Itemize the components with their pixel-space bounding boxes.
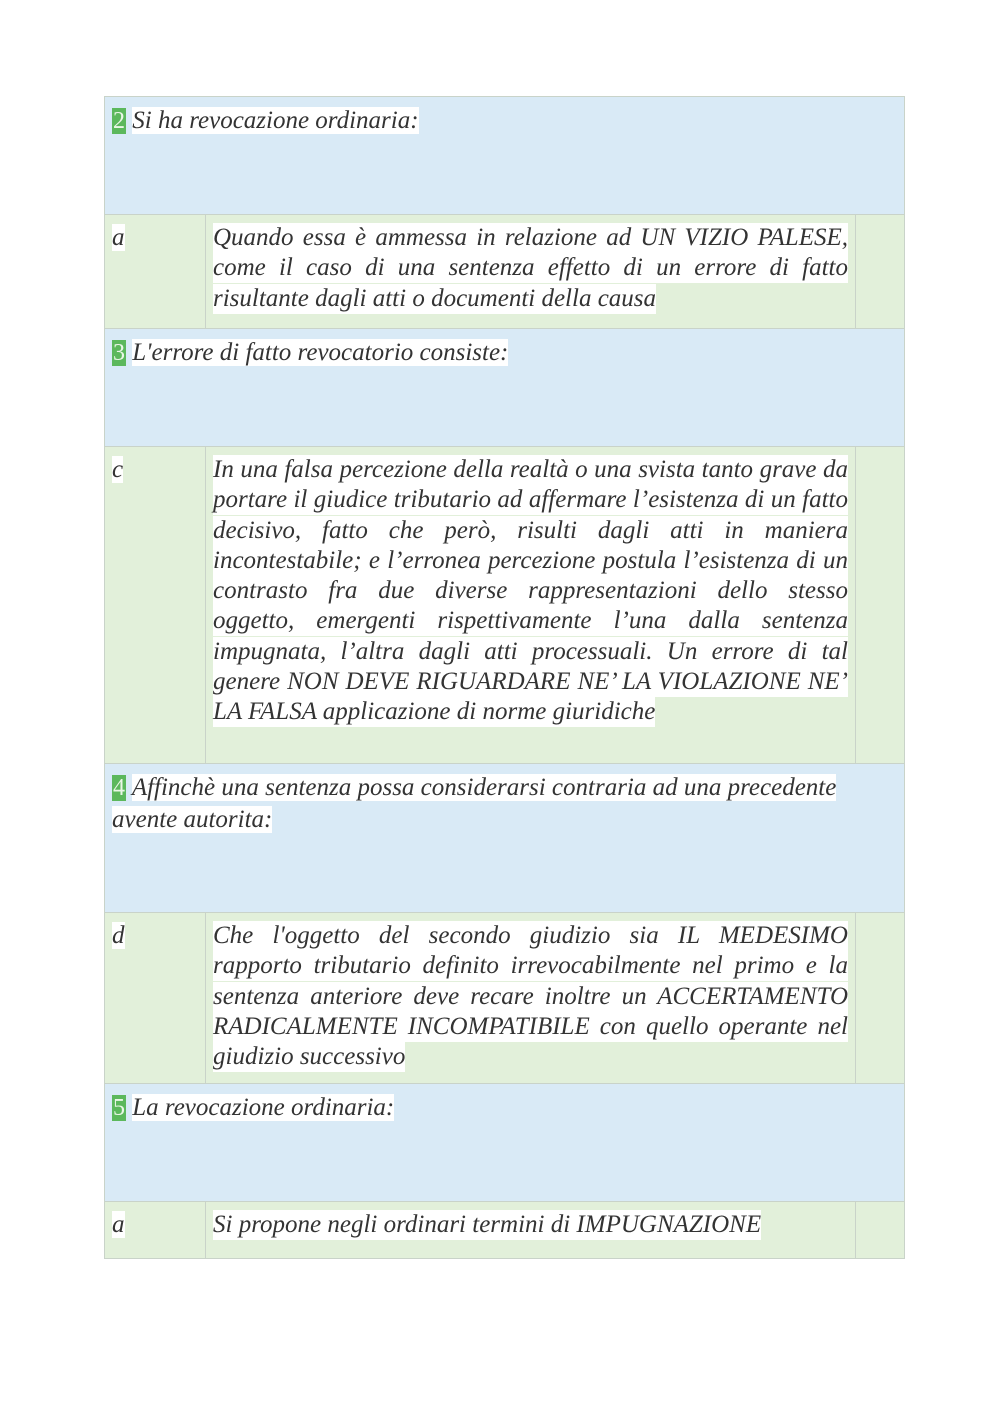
- answer-letter-cell: [105, 1202, 206, 1259]
- question-text: La revocazione ordinaria:: [132, 1094, 395, 1121]
- answer-letter: a: [112, 224, 125, 251]
- answer-text: Quando essa è ammessa in relazione ad UN VIZIO PALESE, come il caso di una sentenza effetto di un errore di fatto risultante dagli atti o documenti della causa: [213, 224, 848, 312]
- answer-text: Si propone negli ordinari termini di IMPUGNAZIONE: [213, 1211, 762, 1238]
- answer-letter-cell: [105, 447, 206, 764]
- answer-letter: a: [112, 1211, 125, 1238]
- answer-letter: c: [112, 456, 124, 483]
- question-number: 5: [113, 1095, 125, 1121]
- answer-row: [105, 913, 905, 1084]
- answer-blank-cell: [856, 1202, 905, 1259]
- answer-text-cell: [206, 215, 856, 329]
- answer-letter: d: [112, 922, 125, 949]
- answer-row: [105, 447, 905, 764]
- answer-text-cell: [206, 1202, 856, 1259]
- question-number: 4: [113, 775, 125, 801]
- question-text: Si ha revocazione ordinaria:: [132, 107, 419, 134]
- quiz-table: [104, 96, 905, 1259]
- question-cell: [105, 329, 905, 447]
- answer-blank-cell: [856, 913, 905, 1084]
- answer-letter-cell: [105, 913, 206, 1084]
- answer-text: Che l'oggetto del secondo giudizio sia IL MEDESIMO rapporto tributario definito irrevocabilmente nel primo e la sentenza anteriore deve recare inoltre un ACCERTAMENTO RADICALMENTE INCOMPATIBILE con quello operante nel giudizio successivo: [213, 922, 848, 1071]
- question-number: 3: [113, 340, 125, 366]
- question-row: [105, 1084, 905, 1202]
- answer-row: [105, 1202, 905, 1259]
- question-cell: [105, 97, 905, 215]
- question-row: [105, 764, 905, 913]
- answer-blank-cell: [856, 447, 905, 764]
- answer-text-cell: [206, 447, 856, 764]
- answer-blank-cell: [856, 215, 905, 329]
- question-cell: [105, 1084, 905, 1202]
- question-row: [105, 329, 905, 447]
- question-text: L'errore di fatto revocatorio consiste:: [132, 339, 509, 366]
- question-text: Affinchè una sentenza possa considerarsi contraria ad una precedente avente autorita:: [112, 774, 837, 833]
- answer-text: In una falsa percezione della realtà o una svista tanto grave da portare il giudice tributario ad affermare l’esistenza di un fatto decisivo, fatto che però, risulti dagli atti in maniera incontestabile; e l’erronea percezione postula l’esistenza di un contrasto fra due diverse rappresentazioni dello stesso oggetto, emergenti rispettivamente l’una dalla sentenza impugnata, l’altra dagli atti processuali. Un errore di tal genere NON DEVE RIGUARDARE NE’ LA VIOLAZIONE NE’ LA FALSA applicazione di norme giuridiche: [213, 456, 848, 726]
- question-row: [105, 97, 905, 215]
- answer-text-cell: [206, 913, 856, 1084]
- question-cell: [105, 764, 905, 913]
- answer-row: [105, 215, 905, 329]
- answer-letter-cell: [105, 215, 206, 329]
- question-number: 2: [113, 108, 125, 134]
